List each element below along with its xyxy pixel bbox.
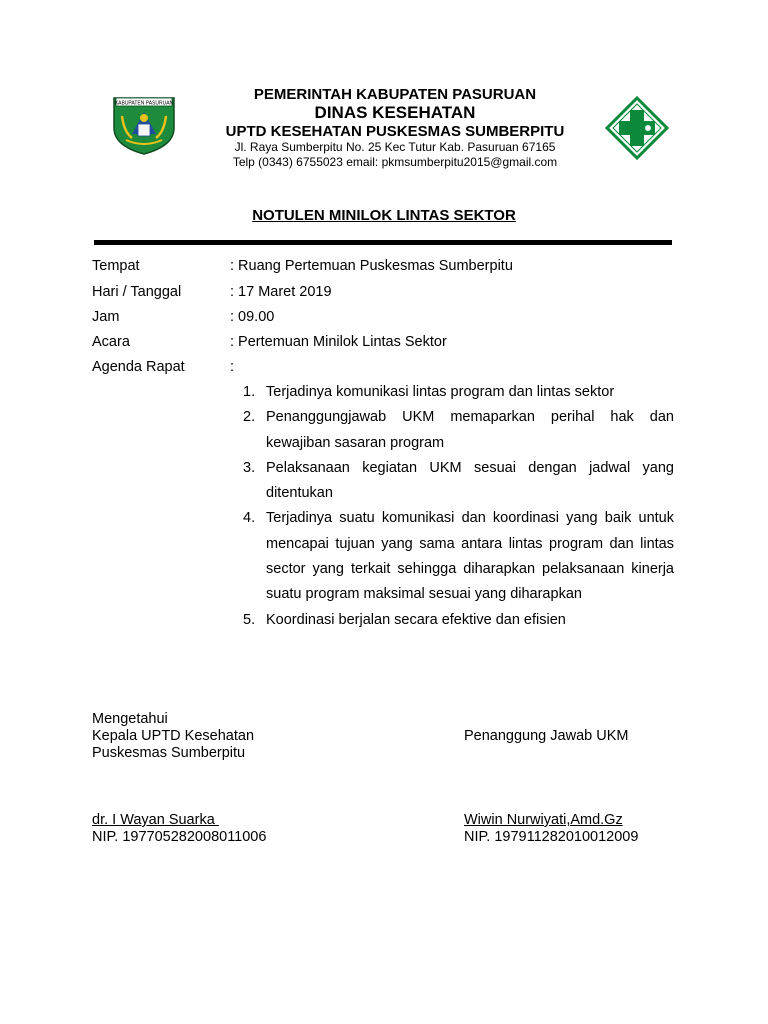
field-label: Tempat [92,258,140,274]
header-divider [94,240,672,245]
header-department: DINAS KESEHATAN [314,103,476,122]
field-value: : [230,359,235,375]
agenda-number: 3. [243,459,256,476]
left-signer-office: Puskesmas Sumberpitu [92,745,246,761]
agenda-text: Pelaksanaan kegiatan UKM sesuai dengan jadwal yang ditentukan [266,459,674,502]
header-contact: Telp (0343) 6755023 email: pkmsumberpitu2015@gmail.com [232,155,558,169]
agenda-text: Terjadinya suatu komunikasi dan koordinasi yang baik untuk mencapai tujuan yang sama antara lintas program dan lintas sector yang terkait sehingga diharapkan pelaksanaan kinerja suatu program maksimal sesuai yang diharapkan [266,510,674,603]
field-label: Acara [92,334,130,350]
acknowledged-label: Mengetahui [92,711,168,727]
header-unit: UPTD KESEHATAN PUSKESMAS SUMBERPITU [225,123,565,140]
header-government: PEMERINTAH KABUPATEN PASURUAN [253,86,537,103]
field-label: Jam [92,309,120,325]
puskesmas-cross-logo [605,96,669,160]
agenda-item [243,456,674,507]
left-signer-name: dr. I Wayan Suarka [92,812,219,828]
right-signer-name: Wiwin Nurwiyati,Amd.Gz [464,812,623,828]
field-value: : Ruang Pertemuan Puskesmas Sumberpitu [230,258,513,274]
field-value: : 17 Maret 2019 [230,284,332,300]
agenda-item [243,380,674,405]
field-value: : Pertemuan Minilok Lintas Sektor [230,334,447,350]
agenda-number: 4. [243,510,256,527]
header-address: Jl. Raya Sumberpitu No. 25 Kec Tutur Kab. Pasuruan 67165 [234,140,556,154]
agenda-number: 5. [243,611,256,628]
field-value: : 09.00 [230,309,275,325]
agenda-text: Terjadinya komunikasi lintas program dan lintas sektor [266,384,615,400]
document-title: NOTULEN MINILOK LINTAS SEKTOR [252,207,516,224]
agenda-item [243,405,674,456]
left-signer-nip: NIP. 197705282008011006 [92,829,267,845]
logo-lettering: KABUPATEN PASURUAN [114,100,174,107]
agenda-number: 2. [243,409,256,426]
kabupaten-pasuruan-logo [110,94,178,156]
agenda-number: 1. [243,384,256,400]
field-label: Hari / Tanggal [92,284,182,300]
left-signer-title: Kepala UPTD Kesehatan [92,728,255,744]
agenda-item [243,506,674,607]
agenda-text: Penanggungjawab UKM memaparkan perihal hak dan kewajiban sasaran program [266,409,674,451]
field-label: Agenda Rapat [92,359,185,375]
agenda-list [243,380,674,633]
left-signer-block [92,812,266,846]
right-signer-block [464,812,638,846]
left-signature-block [92,711,254,762]
right-signer-title: Penanggung Jawab UKM [464,728,629,744]
right-signer-nip: NIP. 197911282010012009 [464,829,639,845]
agenda-text: Koordinasi berjalan secara efektive dan efisien [266,611,566,628]
agenda-item [243,608,674,633]
